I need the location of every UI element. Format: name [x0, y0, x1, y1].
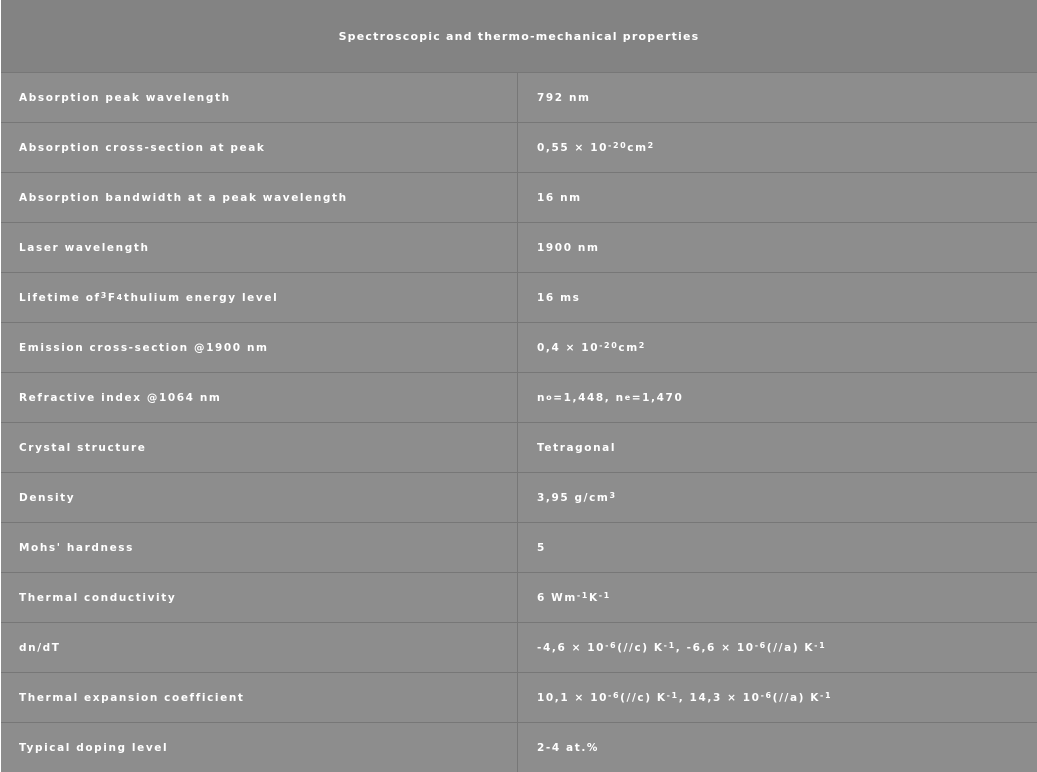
property-value: 0,55 × 10 $^{-20}$ cm $^2$ [537, 140, 655, 154]
property-label: Lifetime of $^3$ F 4 thulium energy level [1, 273, 518, 322]
property-value: -4,6 × 10 $^{-6}$ (//c) K $^{-1}$ , -6,6 × 10 $^{-6}$ (//a) K $^{-1}$ [537, 640, 827, 654]
table-row [1, 622, 1037, 672]
table-row [1, 272, 1037, 322]
properties-table [1, 0, 1037, 768]
property-value: 3,95 g/cm $^3$ [537, 490, 617, 504]
table-row [1, 472, 1037, 522]
table-title: Spectroscopic and thermo-mechanical properties [1, 0, 1037, 72]
property-label: Absorption peak wavelength [1, 73, 518, 122]
property-label: dn/dT [1, 623, 518, 672]
property-value: 5 [537, 541, 546, 554]
property-value: n o =1,448, n e =1,470 [537, 391, 684, 404]
property-value: 2-4 at.% [537, 741, 600, 754]
table-row [1, 172, 1037, 222]
property-value: 1900 nm [537, 241, 600, 254]
property-label: Typical doping level [1, 723, 518, 772]
property-label: Thermal conductivity [1, 573, 518, 622]
table-row [1, 422, 1037, 472]
property-label: Density [1, 473, 518, 522]
property-label: Refractive index @1064 nm [1, 373, 518, 422]
property-value: 16 nm [537, 191, 582, 204]
table-row [1, 122, 1037, 172]
table-row [1, 522, 1037, 572]
property-value: 0,4 × 10 $^{-20}$ cm $^2$ [537, 340, 646, 354]
property-label: Mohs' hardness [1, 523, 518, 572]
property-label: Absorption bandwidth at a peak wavelength [1, 173, 518, 222]
table-row [1, 672, 1037, 722]
property-value: 6 Wm $^{-1}$ K $^{-1}$ [537, 590, 611, 604]
property-value: 16 ms [537, 291, 581, 304]
property-label: Absorption cross-section at peak [1, 123, 518, 172]
property-label: Emission cross-section @1900 nm [1, 323, 518, 372]
table-row [1, 372, 1037, 422]
property-label: Thermal expansion coefficient [1, 673, 518, 722]
property-label: Crystal structure [1, 423, 518, 472]
table-row [1, 572, 1037, 622]
property-value: 10,1 × 10 $^{-6}$ (//c) K $^{-1}$ , 14,3 × 10 $^{-6}$ (//a) K $^{-1}$ [537, 690, 833, 704]
table-row [1, 222, 1037, 272]
property-value: 792 nm [537, 91, 591, 104]
property-label: Laser wavelength [1, 223, 518, 272]
property-value: Tetragonal [537, 441, 617, 454]
table-row [1, 322, 1037, 372]
table-row [1, 72, 1037, 122]
table-row [1, 722, 1037, 772]
